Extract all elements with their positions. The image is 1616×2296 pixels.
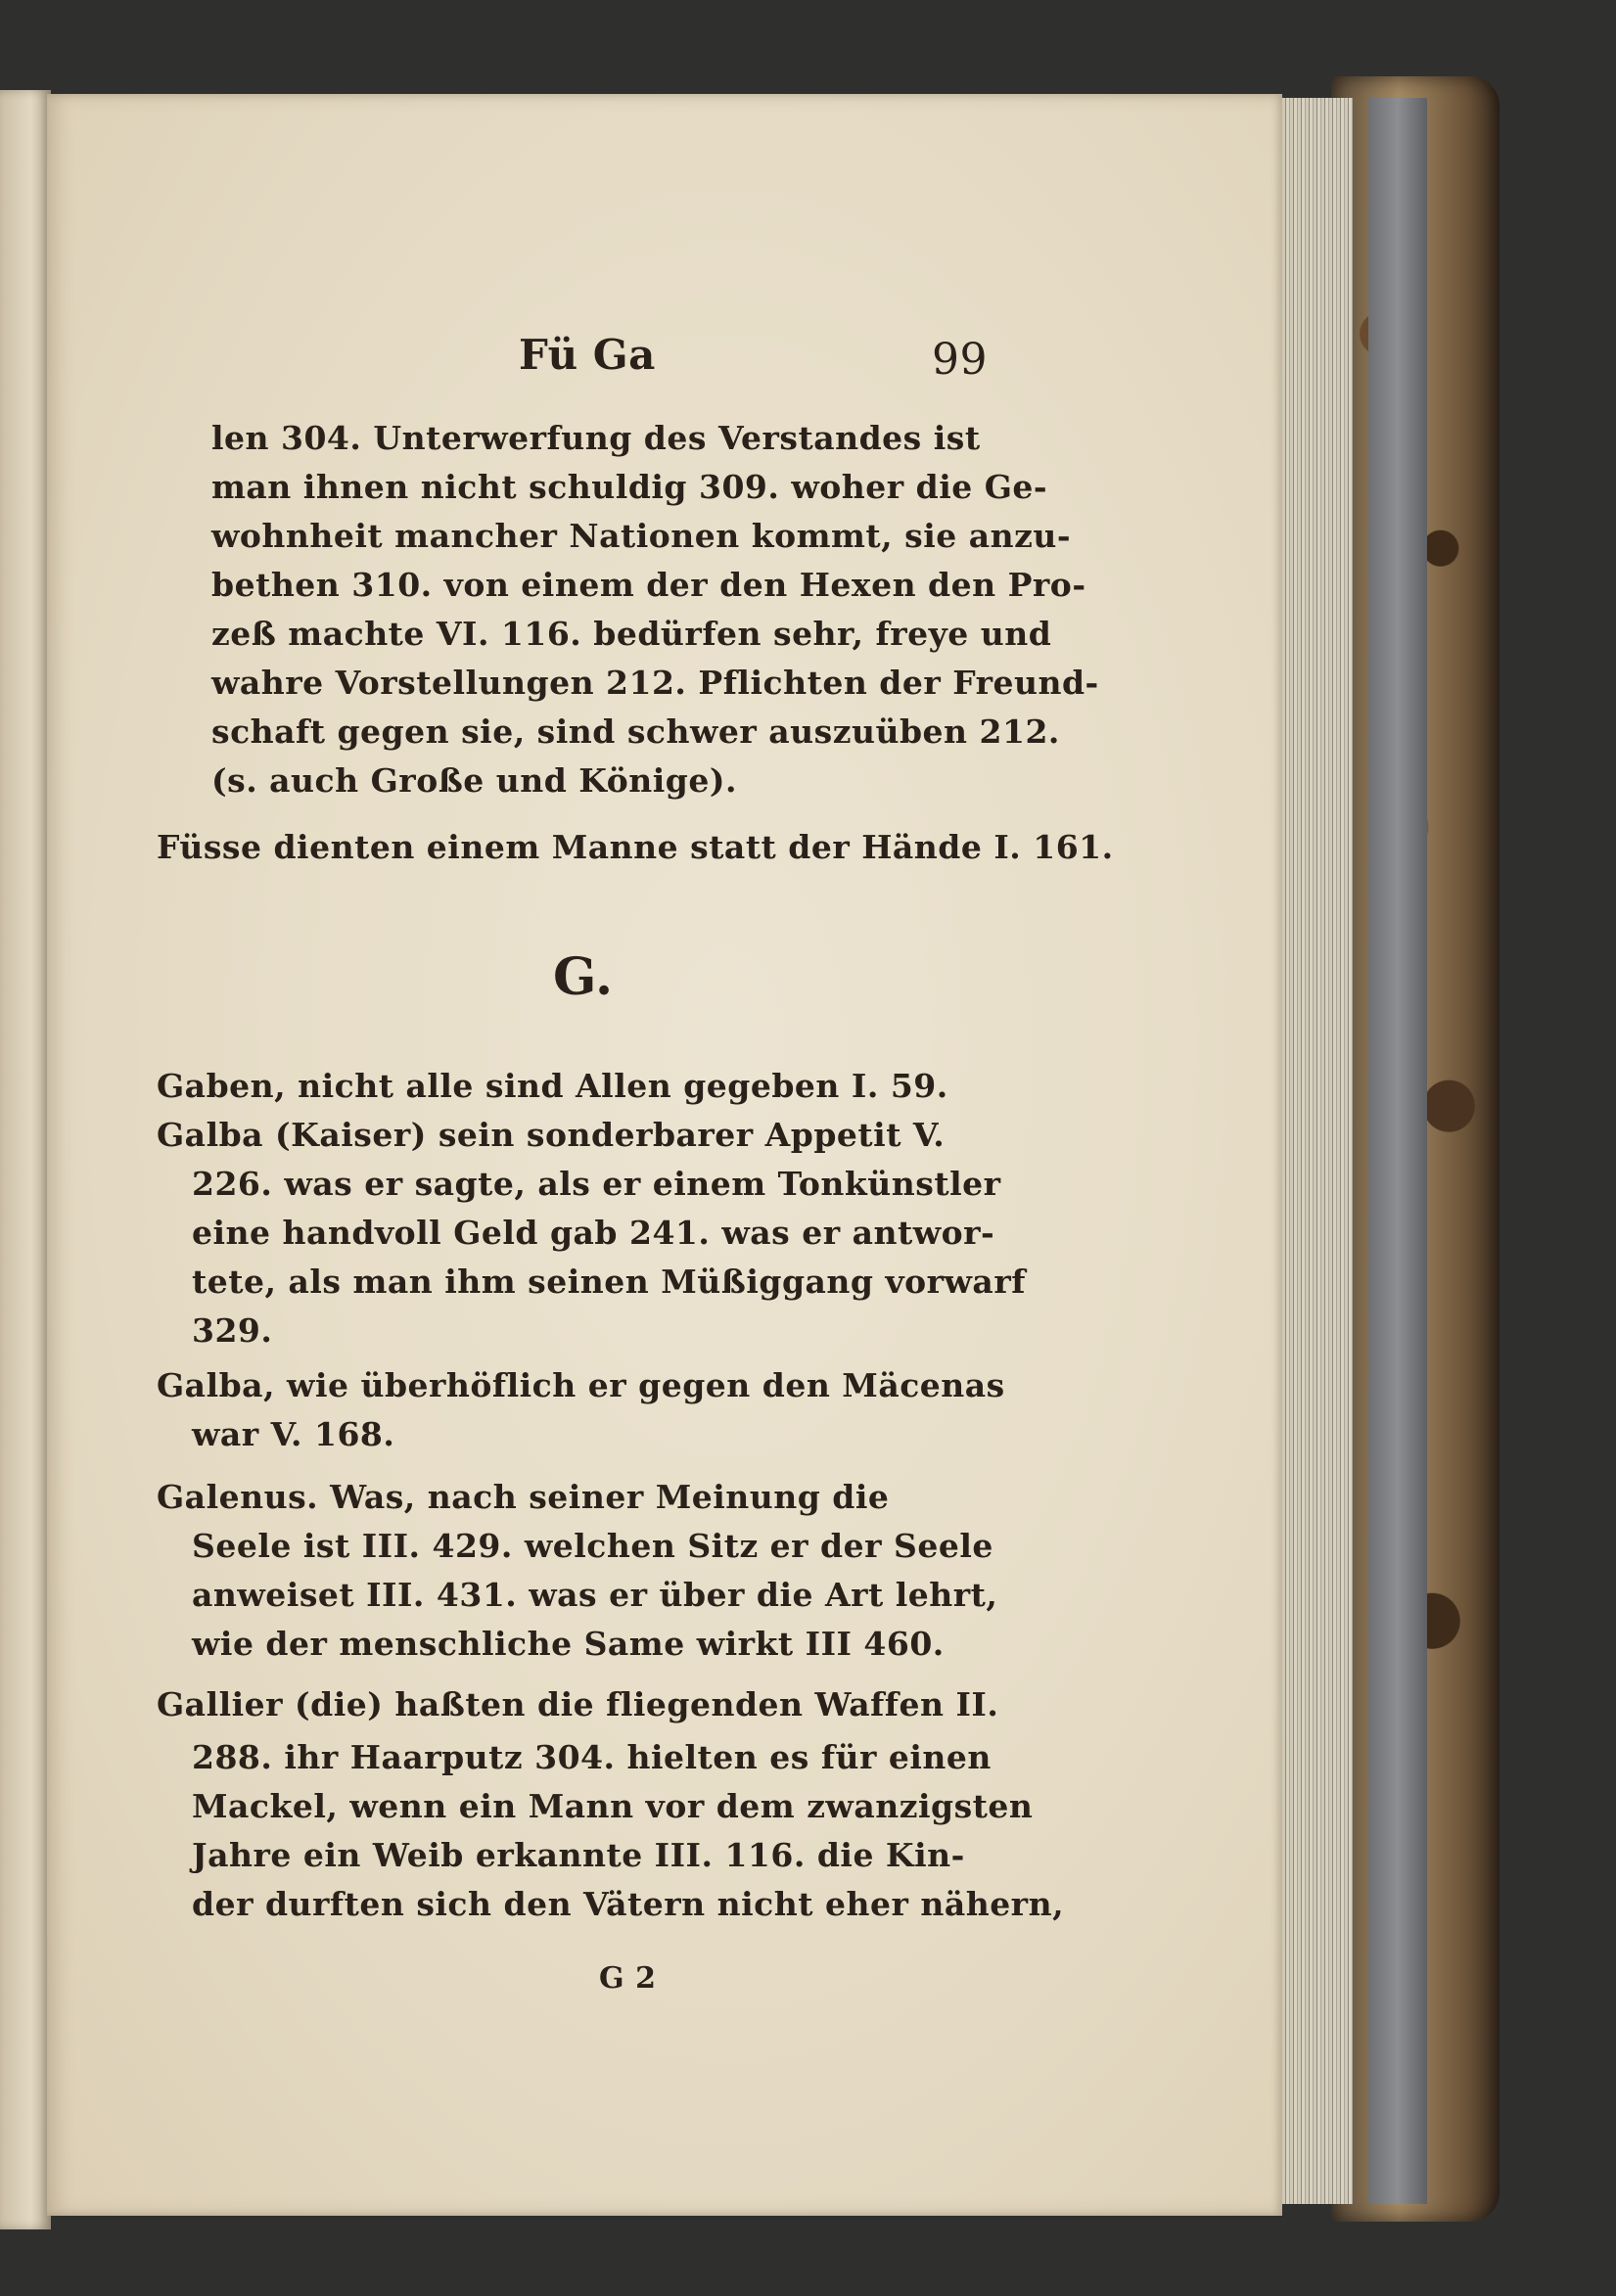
- text-line: bethen 310. von einem der den Hexen den Pro-: [211, 566, 1086, 604]
- text-line: wie der menschliche Same wirkt III 460.: [192, 1625, 945, 1663]
- text-line: 329.: [192, 1311, 273, 1350]
- index-entry: Füsse dienten einem Manne statt der Hände I. 161.: [157, 828, 1114, 866]
- index-entry: Galba, wie überhöflich er gegen den Mäcenas: [157, 1366, 1005, 1404]
- text-line: 226. was er sagte, als er einem Tonkünstler: [192, 1165, 1001, 1203]
- text-line: Seele ist III. 429. welchen Sitz er der Seele: [192, 1527, 993, 1565]
- index-entry: Galba (Kaiser) sein sonderbarer Appetit V.: [157, 1116, 946, 1154]
- text-line: Jahre ein Weib erkannte III. 116. die Kin-: [192, 1836, 965, 1874]
- running-header: Fü Ga: [519, 331, 656, 379]
- text-line: der durften sich den Vätern nicht eher nähern,: [192, 1885, 1065, 1923]
- text-line: zeß machte VI. 116. bedürfen sehr, freye und: [211, 615, 1052, 653]
- text-line: anweiset III. 431. was er über die Art lehrt,: [192, 1576, 998, 1614]
- text-line: war V. 168.: [192, 1415, 395, 1453]
- text-line: len 304. Unterwerfung des Verstandes ist: [211, 419, 981, 457]
- text-line: wahre Vorstellungen 212. Pflichten der Freund-: [211, 664, 1099, 702]
- text-line: eine handvoll Geld gab 241. was er antwor-: [192, 1214, 995, 1252]
- section-letter: G.: [553, 947, 614, 1007]
- facing-page-edge: [0, 90, 51, 2229]
- page-number: 99: [932, 335, 988, 385]
- text-line: Mackel, wenn ein Mann vor dem zwanzigsten: [192, 1787, 1034, 1825]
- index-entry: Galenus. Was, nach seiner Meinung die: [157, 1478, 890, 1516]
- text-line: tete, als man ihm seinen Müßiggang vorwarf: [192, 1263, 1026, 1301]
- index-entry: Gallier (die) haßten die fliegenden Waffen II.: [157, 1685, 999, 1723]
- text-line: schaft gegen sie, sind schwer auszuüben 212.: [211, 712, 1060, 751]
- text-line: man ihnen nicht schuldig 309. woher die Ge-: [211, 468, 1048, 506]
- text-line: 288. ihr Haarputz 304. hielten es für einen: [192, 1738, 992, 1776]
- text-line: wohnheit mancher Nationen kommt, sie anzu-: [211, 517, 1072, 555]
- signature-mark: G 2: [599, 1961, 657, 1996]
- page-edges: [1278, 98, 1353, 2204]
- index-entry: Gaben, nicht alle sind Allen gegeben I. 59.: [157, 1067, 948, 1105]
- text-line: (s. auch Große und Könige).: [211, 761, 737, 800]
- page-edges-shadow: [1368, 98, 1427, 2204]
